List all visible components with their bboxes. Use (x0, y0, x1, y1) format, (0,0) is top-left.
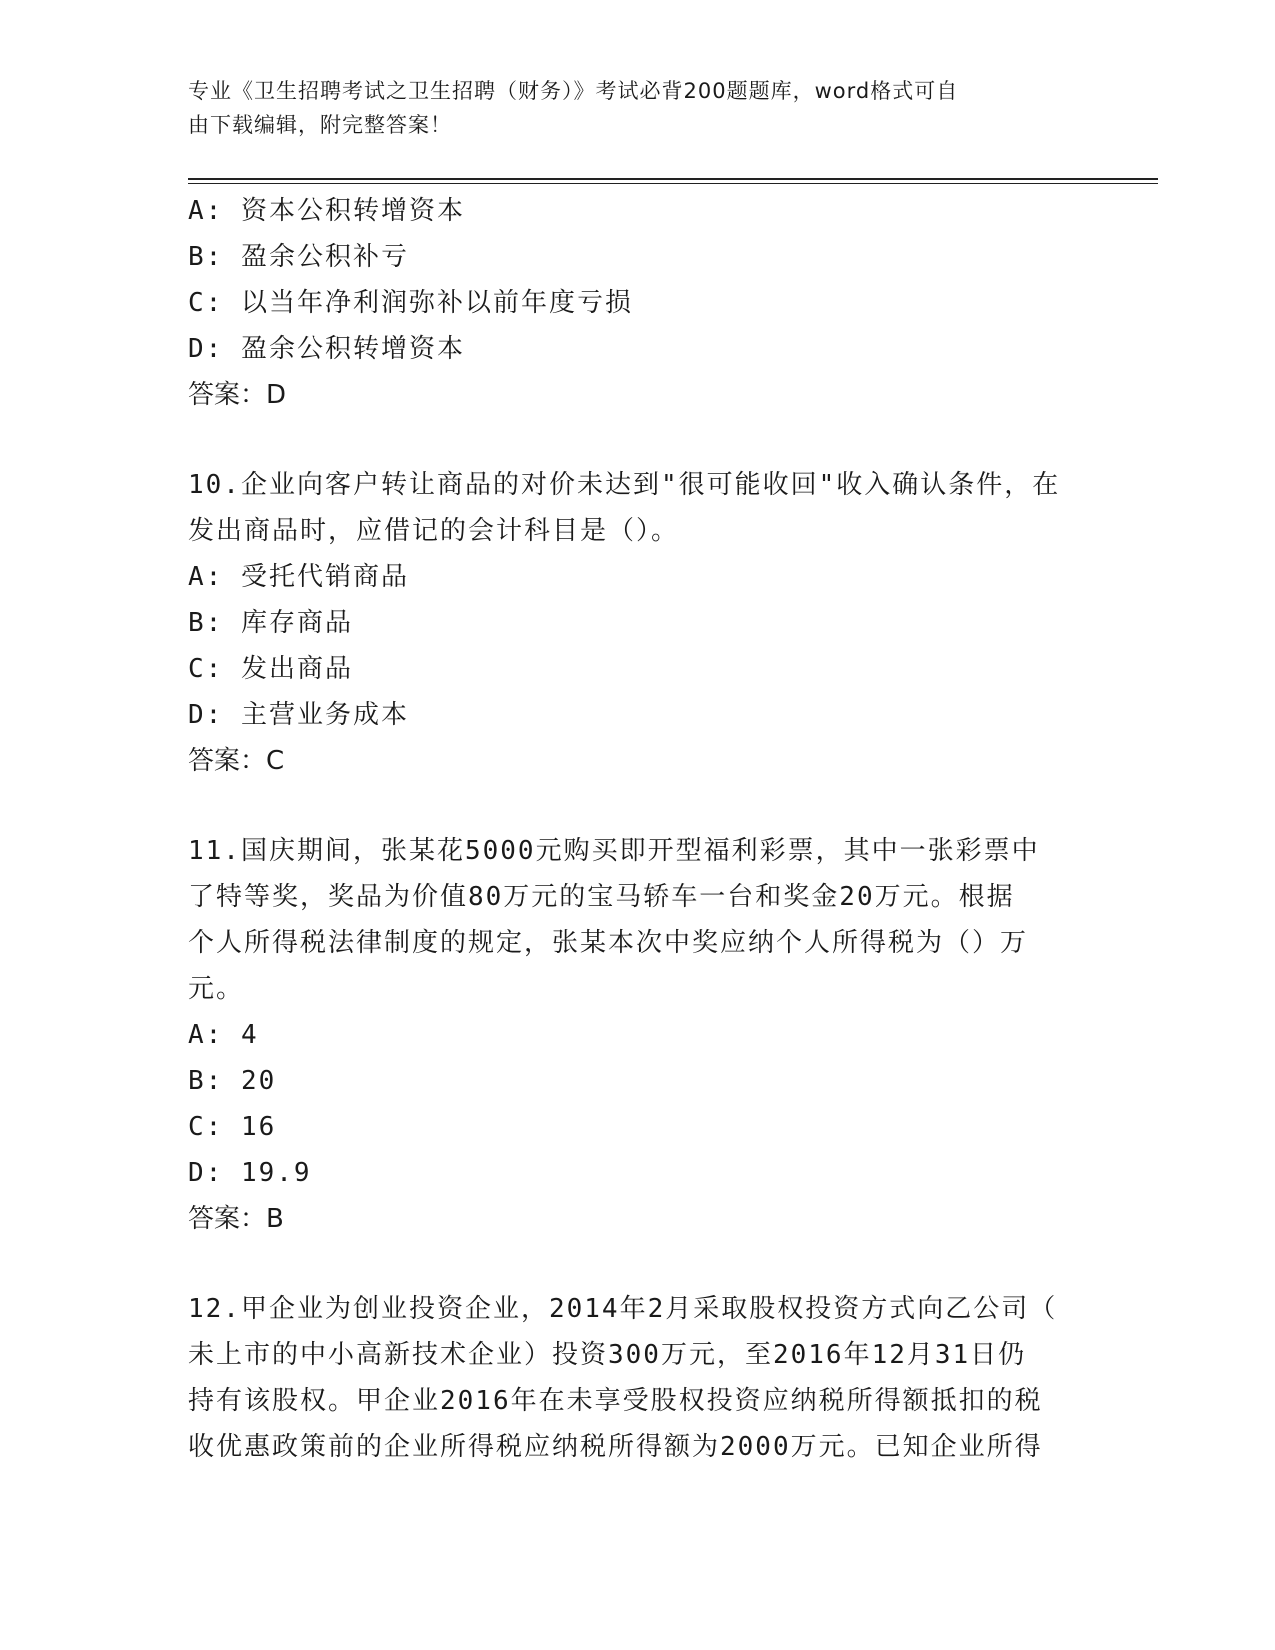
header-rule-thin (188, 183, 1158, 184)
option-a: A: 受托代销商品 (188, 562, 409, 592)
question-stem-line: 个人所得税法律制度的规定，张某本次中奖应纳个人所得税为（）万 (188, 928, 1029, 958)
option-b: B: 20 (188, 1066, 277, 1096)
answer: 答案：D (188, 380, 287, 410)
question-stem-line: 收优惠政策前的企业所得税应纳税所得额为2000万元。已知企业所得 (188, 1432, 1043, 1462)
option-d: D: 盈余公积转增资本 (188, 334, 465, 364)
question-stem-line: 12.甲企业为创业投资企业，2014年2月采取股权投资方式向乙公司（ (188, 1294, 1058, 1324)
question-9 (188, 188, 1088, 418)
option-c: C: 以当年净利润弥补以前年度亏损 (188, 288, 633, 318)
question-stem-line: 持有该股权。甲企业2016年在未享受股权投资应纳税所得额抵扣的税 (188, 1386, 1043, 1416)
question-stem-line: 10.企业向客户转让商品的对价未达到"很可能收回"收入确认条件，在 (188, 470, 1061, 500)
question-11 (188, 828, 1088, 1242)
answer: 答案：B (188, 1204, 284, 1234)
option-d: D: 主营业务成本 (188, 700, 409, 730)
question-stem-line: 11.国庆期间，张某花5000元购买即开型福利彩票，其中一张彩票中 (188, 836, 1040, 866)
option-a: A: 资本公积转增资本 (188, 196, 465, 226)
option-b: B: 库存商品 (188, 608, 353, 638)
option-c: C: 16 (188, 1112, 277, 1142)
question-content (188, 188, 1088, 1470)
header-line-2: 由下载编辑，附完整答案！ (188, 113, 452, 137)
answer: 答案：C (188, 746, 285, 776)
header-rule-thick (188, 178, 1158, 180)
option-a: A: 4 (188, 1020, 259, 1050)
question-10 (188, 462, 1088, 784)
option-c: C: 发出商品 (188, 654, 353, 684)
question-stem-line: 元。 (188, 974, 245, 1004)
question-stem-line: 了特等奖，奖品为价值80万元的宝马轿车一台和奖金20万元。根据 (188, 882, 1015, 912)
option-d: D: 19.9 (188, 1158, 312, 1188)
question-stem-line: 未上市的中小高新技术企业）投资300万元，至2016年12月31日仍 (188, 1340, 1027, 1370)
page-header (188, 74, 1068, 142)
header-line-1: 专业《卫生招聘考试之卫生招聘（财务）》考试必背200题题库，word格式可自 (188, 79, 959, 103)
question-stem-line: 发出商品时，应借记的会计科目是（）。 (188, 516, 680, 546)
option-b: B: 盈余公积补亏 (188, 242, 409, 272)
question-12 (188, 1286, 1088, 1470)
